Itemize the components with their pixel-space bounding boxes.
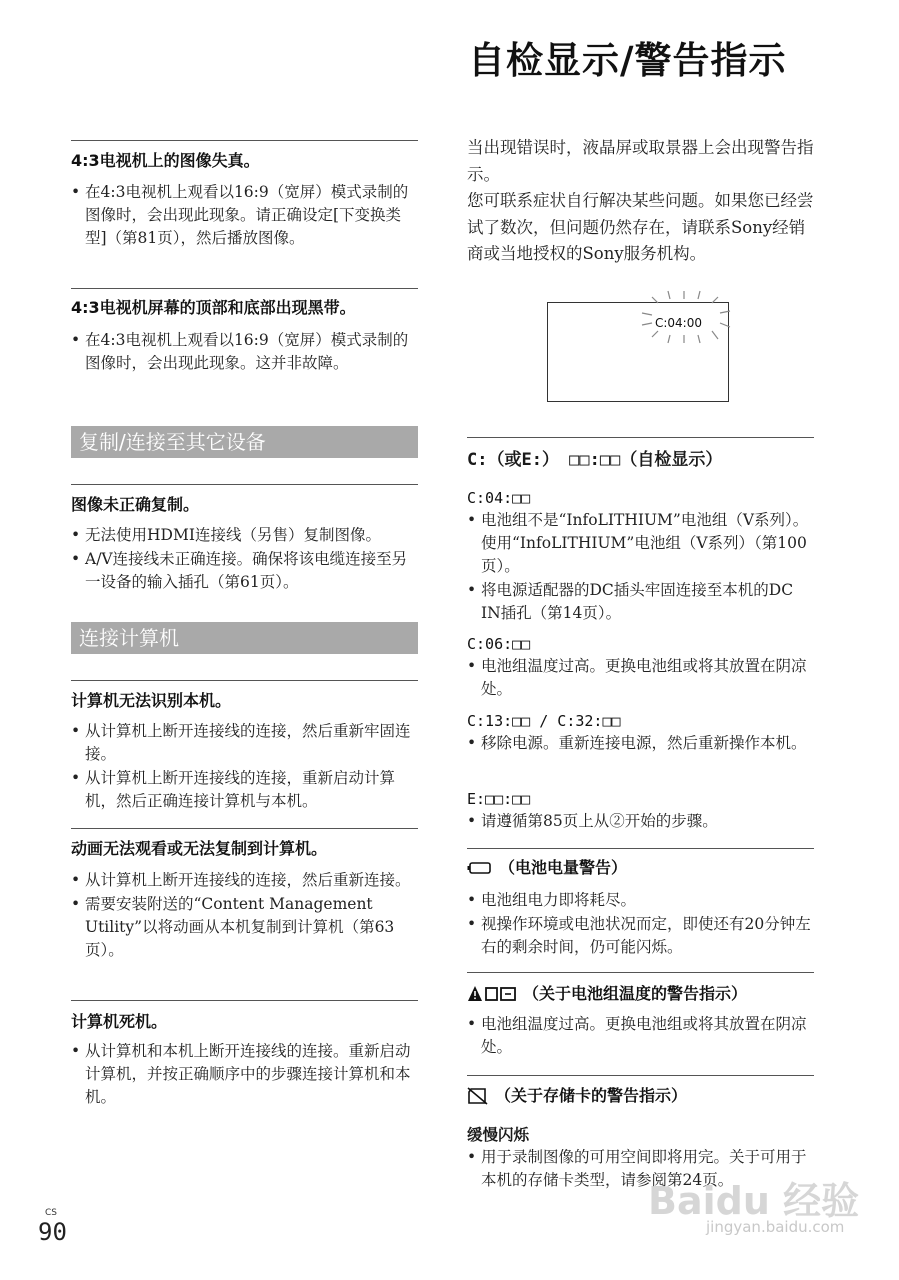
divider xyxy=(467,1075,814,1076)
error-code: C:13:□□ / C:32:□□ xyxy=(467,712,621,730)
error-code: C:04:□□ xyxy=(467,489,531,507)
slow-blink-label: 缓慢闪烁 xyxy=(467,1126,530,1144)
list-item: • 请遵循第85页上从②开始的步骤。 xyxy=(467,810,814,833)
problem-heading: 4:3电视机上的图像失真。 xyxy=(71,151,260,170)
list-item: • 电池组不是“InfoLITHIUM”电池组（V系列）。使用“InfoLITHIUM”电池组（V系列）（第100页）。 xyxy=(467,509,814,578)
section-header-dubbing: 复制/连接至其它设备 xyxy=(71,426,418,458)
list-item: • 从计算机上断开连接线的连接，重新启动计算机，然后正确连接计算机与本机。 xyxy=(71,767,418,813)
page-number: 90 xyxy=(38,1218,67,1246)
problem-heading: 图像未正确复制。 xyxy=(71,495,200,514)
intro-paragraph: 您可联系症状自行解决某些问题。如果您已经尝试了数次，但问题仍然存在，请联系Sony经销商或当地授权的Sony服务机构。 xyxy=(467,191,814,263)
bullet-list xyxy=(71,524,418,595)
list-item: • 电池组温度过高。更换电池组或将其放置在阴凉处。 xyxy=(467,655,814,701)
section-header-computer: 连接计算机 xyxy=(71,622,418,654)
divider xyxy=(71,288,418,289)
bullet-list xyxy=(467,655,814,702)
list-item: • 无法使用HDMI连接线（另售）复制图像。 xyxy=(71,524,418,547)
intro-paragraph: 当出现错误时，液晶屏或取景器上会出现警告指示。 xyxy=(467,138,814,184)
battery-temp-heading xyxy=(467,983,814,1005)
list-item: • 移除电源。重新连接电源，然后重新操作本机。 xyxy=(467,732,814,755)
bullet-list xyxy=(71,1040,418,1110)
error-code: C:06:□□ xyxy=(467,635,531,653)
bullet-list xyxy=(467,732,814,756)
list-item: • 电池组电力即将耗尽。 xyxy=(467,889,814,912)
battery-temperature-warning-icon xyxy=(467,985,517,1003)
bullet-list xyxy=(71,720,418,814)
language-code: CS xyxy=(45,1208,57,1218)
battery-warning-heading xyxy=(467,857,814,879)
watermark-logo: Baidu 经验 xyxy=(648,1179,860,1223)
memory-card-warning-icon xyxy=(467,1087,489,1105)
divider xyxy=(467,848,814,849)
bullet-list xyxy=(71,181,418,251)
list-item: • 从计算机和本机上断开连接线的连接。重新启动计算机，并按正确顺序中的步骤连接计算机和本机。 xyxy=(71,1040,418,1109)
list-item: • A/V连接线未正确连接。确保将该电缆连接至另一设备的输入插孔（第61页）。 xyxy=(71,548,418,594)
heading-text: （关于存储卡的警告指示） xyxy=(495,1086,688,1105)
lcd-screen-illustration xyxy=(547,302,729,402)
bullet-list xyxy=(71,869,418,963)
list-item: • 用于录制图像的可用空间即将用完。关于可用于本机的存储卡类型，请参阅第24页。 xyxy=(467,1146,814,1192)
bullet-list xyxy=(467,1013,814,1060)
list-item: • 需要安装附送的“Content Management Utility”以将动画从本机复制到计算机（第63页）。 xyxy=(71,893,418,962)
bullet-list xyxy=(71,329,418,376)
list-item: • 在4:3电视机上观看以16:9（宽屏）模式录制的图像时，会出现此现象。请正确设定[下变换类型]（第81页），然后播放图像。 xyxy=(71,181,418,250)
problem-heading: 动画无法观看或无法复制到计算机。 xyxy=(71,839,328,858)
error-code: E:□□:□□ xyxy=(467,790,531,808)
list-item: • 从计算机上断开连接线的连接，然后重新连接。 xyxy=(71,869,418,892)
bullet-list xyxy=(467,509,814,626)
memory-card-heading xyxy=(467,1085,814,1107)
divider xyxy=(71,1000,418,1001)
divider xyxy=(71,140,418,141)
list-item: • 从计算机上断开连接线的连接，然后重新牢固连接。 xyxy=(71,720,418,766)
heading-text: （关于电池组温度的警告指示） xyxy=(523,984,748,1003)
divider xyxy=(71,828,418,829)
lcd-error-code: C:04:00 xyxy=(654,316,702,330)
list-item: • 视操作环境或电池状况而定，即使还有20分钟左右的剩余时间，仍可能闪烁。 xyxy=(467,913,814,959)
divider xyxy=(467,437,814,438)
divider xyxy=(467,972,814,973)
heading-text: （电池电量警告） xyxy=(499,858,628,877)
bullet-list xyxy=(467,889,814,960)
page-title: 自检显示/警告指示 xyxy=(468,39,787,82)
watermark-url: jingyan.baidu.com xyxy=(706,1218,845,1236)
self-diagnosis-heading: C:（或E:） □□:□□（自检显示） xyxy=(467,450,723,470)
battery-low-icon xyxy=(467,860,493,876)
problem-heading: 4:3电视机屏幕的顶部和底部出现黑带。 xyxy=(71,298,356,317)
list-item: • 将电源适配器的DC插头牢固连接至本机的DC IN插孔（第14页）。 xyxy=(467,579,814,625)
list-item: • 电池组温度过高。更换电池组或将其放置在阴凉处。 xyxy=(467,1013,814,1059)
bullet-list xyxy=(467,810,814,834)
problem-heading: 计算机无法识别本机。 xyxy=(71,691,232,710)
problem-heading: 计算机死机。 xyxy=(71,1012,168,1031)
list-item: • 在4:3电视机上观看以16:9（宽屏）模式录制的图像时，会出现此现象。这并非故障。 xyxy=(71,329,418,375)
divider xyxy=(71,484,418,485)
divider xyxy=(71,680,418,681)
